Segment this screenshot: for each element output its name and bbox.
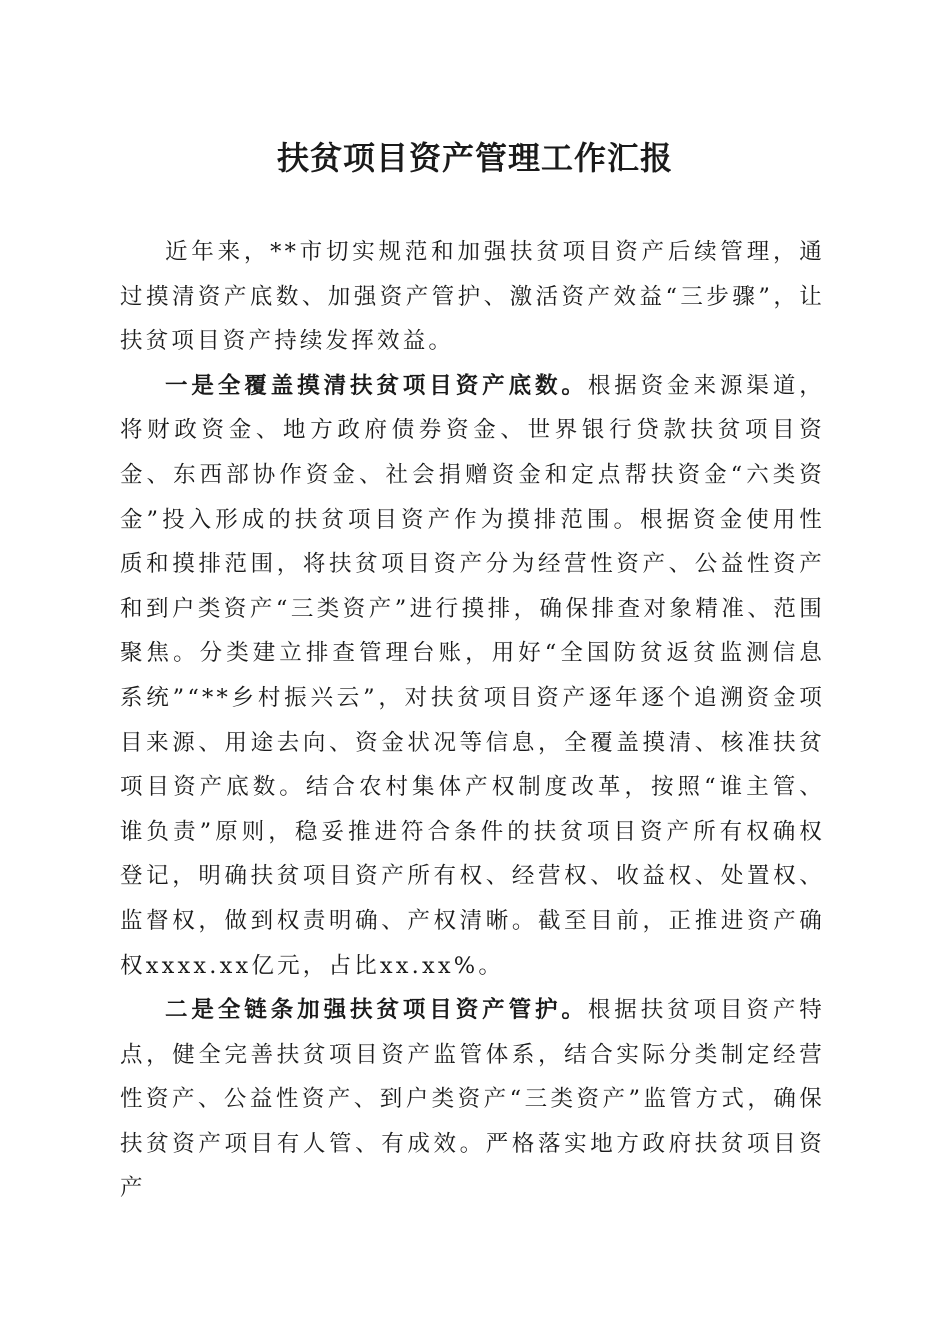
document-body: [120, 230, 825, 1211]
paragraph-lead: 一是全覆盖摸清扶贫项目资产底数。: [165, 372, 588, 399]
paragraph-lead: 二是全链条加强扶贫项目资产管护。: [165, 997, 588, 1024]
paragraph-section-two: [120, 988, 825, 1211]
paragraph-intro: [120, 230, 825, 364]
document-title: 扶贫项目资产管理工作汇报: [276, 139, 673, 177]
paragraph-section-one: [120, 364, 825, 988]
paragraph-text: 根据扶贫项目资产特点，健全完善扶贫项目资产监管体系，结合实际分类制定经营性资产、公益性资产、到户类资产“三类资产”监管方式，确保扶贫资产项目有人管、有成效。严格落实地方政府扶贫项目资产: [120, 997, 825, 1202]
paragraph-text: 近年来，**市切实规范和加强扶贫项目资产后续管理，通过摸清资产底数、加强资产管护、激活资产效益“三步骤”，让扶贫项目资产持续发挥效益。: [120, 239, 825, 355]
paragraph-text: 根据资金来源渠道，将财政资金、地方政府债券资金、世界银行贷款扶贫项目资金、东西部协作资金、社会捐赠资金和定点帮扶资金“六类资金”投入形成的扶贫项目资产作为摸排范围。根据资金使用性质和摸排范围，将扶贫项目资产分为经营性资产、公益性资产和到户类资产“三类资产”进行摸排，确保排查对象精准、范围聚焦。分类建立排查管理台账，用好“全国防贫返贫监测信息系统”“**乡村振兴云”，对扶贫项目资产逐年逐个追溯资金项目来源、用途去向、资金状况等信息，全覆盖摸清、核准扶贫项目资产底数。结合农村集体产权制度改革，按照“谁主管、谁负责”原则，稳妥推进符合条件的扶贫项目资产所有权确权登记，明确扶贫项目资产所有权、经营权、收益权、处置权、监督权，做到权责明确、产权清晰。截至目前，正推进资产确权xxxx.xx亿元，占比xx.xx%。: [120, 372, 825, 979]
